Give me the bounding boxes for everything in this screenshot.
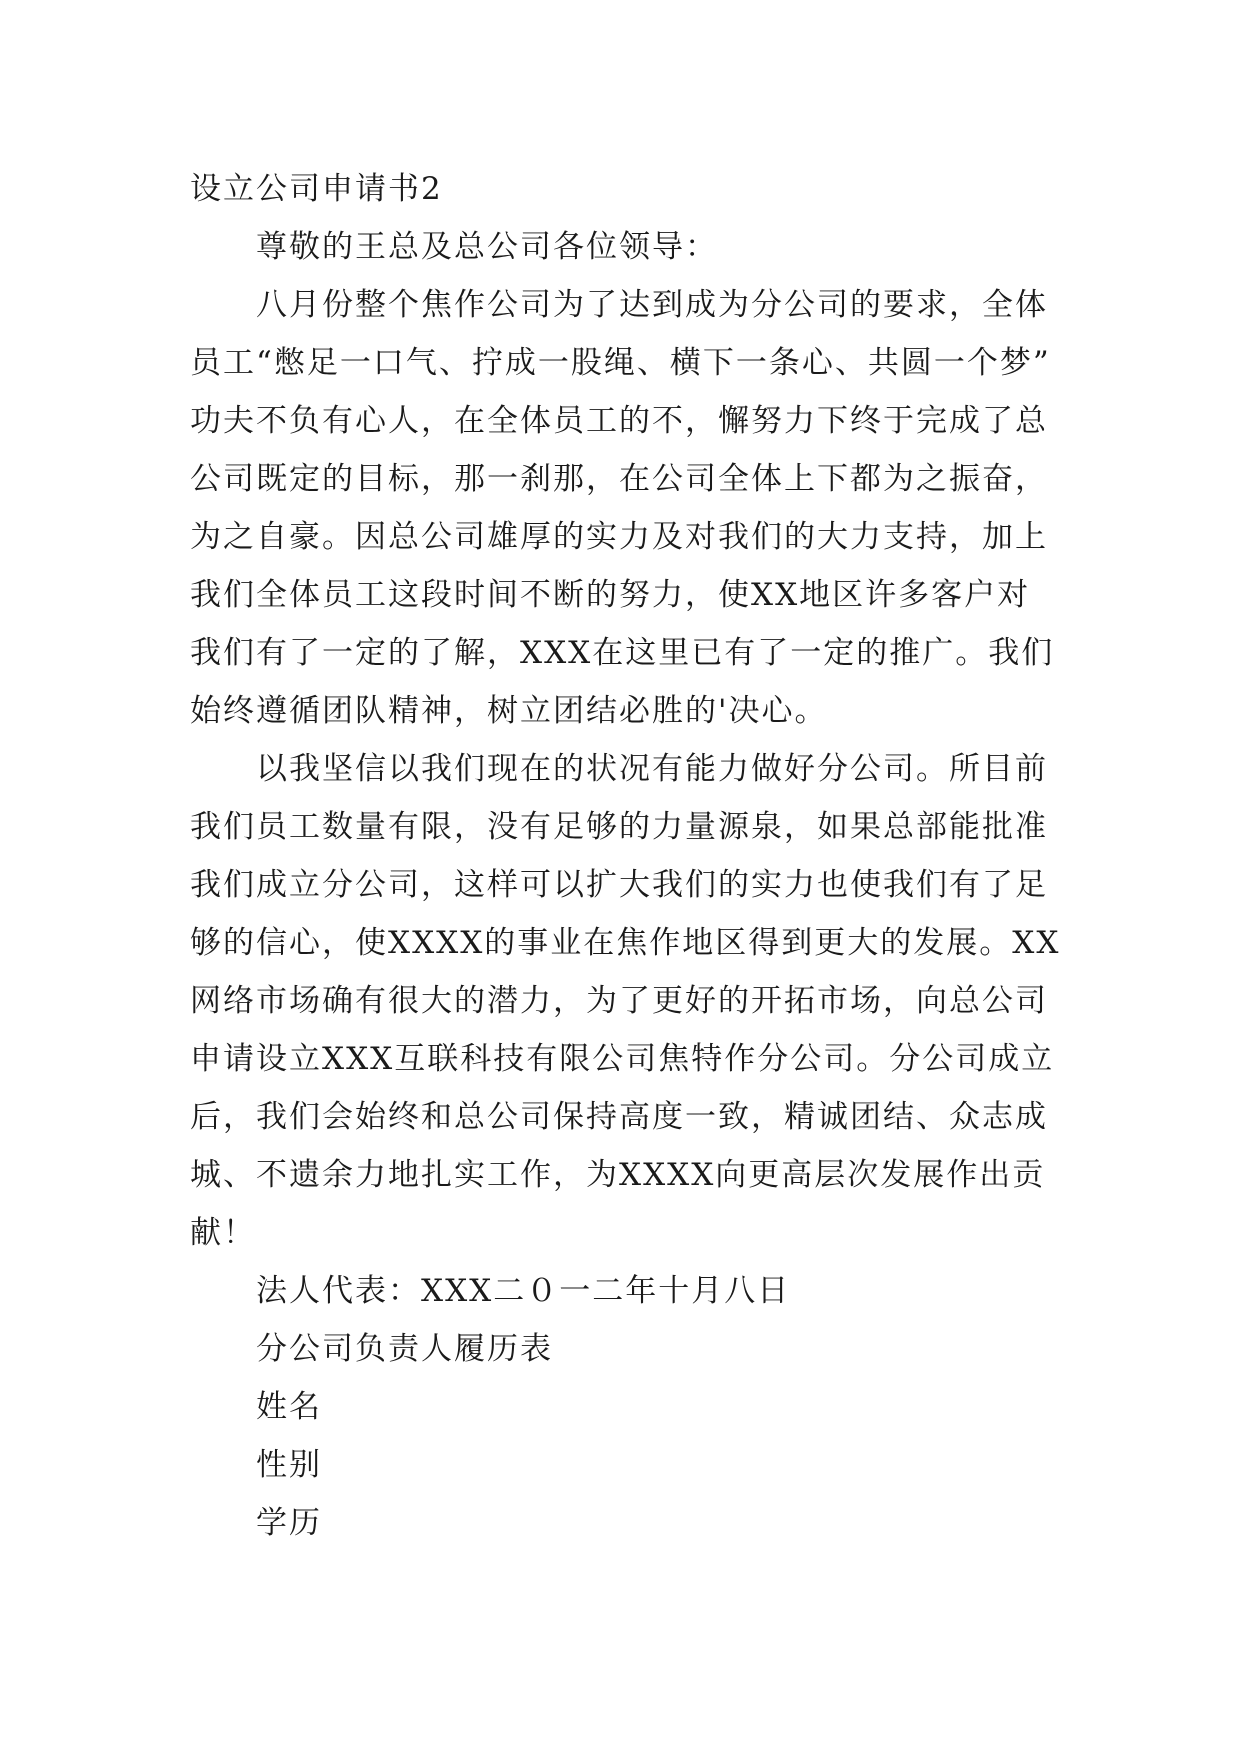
paragraph-line: 申请设立XXX互联科技有限公司焦特作分公司。分公司成立 — [190, 1041, 1055, 1077]
paragraph-line: 我们员工数量有限，没有足够的力量源泉，如果总部能批准 — [190, 809, 1048, 845]
paragraph-line: 员工“憋足一口气、拧成一股绳、横下一条心、共圆一个梦” — [190, 345, 1051, 381]
paragraph-2 — [190, 740, 1070, 1262]
paragraph-line: 我们全体员工这段时间不断的努力，使XX地区许多客户对 — [190, 577, 1031, 613]
field-gender: 性别 — [256, 1447, 322, 1483]
paragraph-line: 八月份整个焦作公司为了达到成为分公司的要求，全体 — [256, 287, 1048, 323]
paragraph-line: 公司既定的目标，那一刹那，在公司全体上下都为之振奋， — [190, 461, 1048, 497]
paragraph-line: 功夫不负有心人，在全体员工的不，懈努力下终于完成了总 — [190, 403, 1048, 439]
field-name: 姓名 — [256, 1389, 322, 1425]
field-education: 学历 — [256, 1505, 322, 1541]
paragraph-line: 后，我们会始终和总公司保持高度一致，精诚团结、众志成 — [190, 1099, 1048, 1135]
paragraph-line: 够的信心，使XXXX的事业在焦作地区得到更大的发展。XX — [190, 925, 1061, 961]
paragraph-line: 网络市场确有很大的潜力，为了更好的开拓市场，向总公司 — [190, 983, 1048, 1019]
paragraph-1 — [190, 276, 1070, 740]
document-title: 设立公司申请书2 — [190, 171, 443, 207]
document-body — [190, 160, 1070, 1552]
signature-line: 法人代表：XXX二０一二年十月八日 — [256, 1273, 791, 1309]
paragraph-line: 为之自豪。因总公司雄厚的实力及对我们的大力支持，加上 — [190, 519, 1048, 555]
paragraph-line: 始终遵循团队精神，树立团结必胜的'决心。 — [190, 693, 828, 729]
paragraph-line: 献！ — [190, 1215, 256, 1251]
resume-title: 分公司负责人履历表 — [256, 1331, 553, 1367]
paragraph-line: 城、不遗余力地扎实工作，为XXXX向更高层次发展作出贡 — [190, 1157, 1046, 1193]
paragraph-line: 我们成立分公司，这样可以扩大我们的实力也使我们有了足 — [190, 867, 1048, 903]
paragraph-line: 以我坚信以我们现在的状况有能力做好分公司。所目前 — [256, 751, 1048, 787]
paragraph-line: 我们有了一定的了解，XXX在这里已有了一定的推广。我们 — [190, 635, 1055, 671]
salutation: 尊敬的王总及总公司各位领导： — [256, 229, 718, 265]
